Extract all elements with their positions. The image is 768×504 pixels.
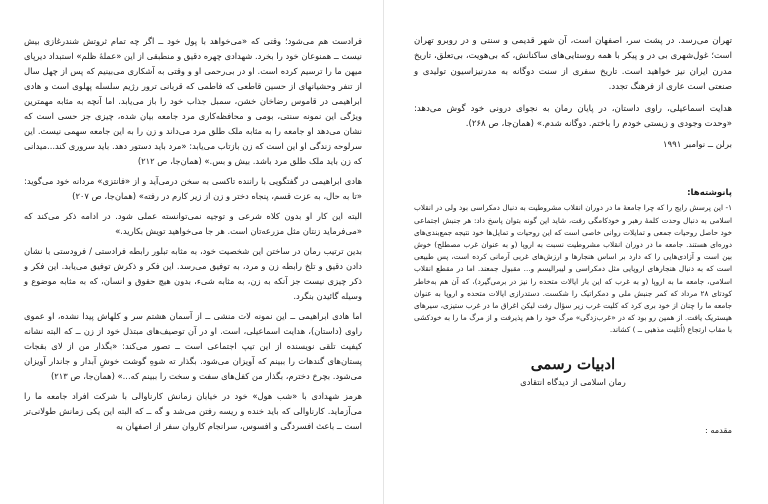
right-paragraph-1: تهران می‌رسد. در پشت سر، اصفهان است، آن شهر قدیمی و سنتی و در روبرو تهران است؛ غول‌شهری بی در و پیکر با همه روستایی‌های ساکنانش، که بی‌هویت، بی‌تعلق، تاریخ مدرن ایران نیز خواهید است. تاریخ سفری از سنت دوگانه به مدرنیزاسیون تولیدی و صنعتی است عاری از فرهنگ تجدد. [414,36,732,93]
section-subtitle: رمان اسلامی از دیدگاه انتقادی [520,376,626,387]
introduction-label: مقدمه : [705,424,732,435]
left-paragraph-6: هرمز شهدادی با «شب هول» خود در خیابان زمانش کارناوالی با شرکت افراد جامعه ما را می‌آزماید. کارناوالی که باید خنده و ریسه رفتن می‌شد و گه ــ که البته این یکی زمانش طولانی‌تر است ــ باعث افسردگی و افسوس، سرانجام کاروان سفر از اصفهان به [24,391,362,431]
left-paragraph-5: اما هادی ابراهیمی ــ این نمونه لات منشی ــ از آسمان هشتم سر و کلهاش پیدا نشده، او عموی راوی (داستان)، هدایت اسماعیلی، است. او در آن توصیف‌های مبتذل خود از زن ــ که البته نشانه کیفیت تلقی نویسنده از این تیپ اجتماعی است ــ تصور می‌کند: «بگذار من از لای بقجات پستان‌های گندهات را ببینم که آویزان می‌شود. بگذار ته شوهِ گوشت خوشِ آبدار و جاندار آویزان می‌شود. بچرخ دخترم، بگذار من کفل‌های سفت و سخت را ببینم که...» (همان‌جا، ص ۲۱۳) [24,311,362,381]
left-paragraph-1: فرادست هم می‌شود؛ وقتی که «می‌خواهد با پول خود ــ اگر چه تمام ثروتش شندرغازی بیش نیست ــ همنوعان خود را بخرد. شهدادی چهره دقیق و منطبقی از این «عملهٔ ظلم» استبداد دیرپای میهن ما را ترسیم کرده است. او در بی‌رحمی او و وقتی به آشکاری می‌بینیم که پس از چهل سال از تنفر وحشیانهای از حسین قاطعی که فاطمی که قربانی ترور رژیم سلسله پهلوی است و هادی ابراهیمی در قاموس رضاخان خشن، سمبل جذاب خود را باز می‌یابد. اما آنچه به مثابه مهمترین ویژگی این نمونه سنتی، بومی و محافظه‌کاری مرد جامعه بیان شده، چیزی جز حسی است که نشان می‌دهد او جامعه را به مثابه ملک طلق مرد می‌داند و زن را به این جامعه سهمی نیست. این سرلوحه زندگی او این است که زن بازتاب می‌یابد: «مرد باید دستور دهد. باید سروری کند...میدانی که زن باید ملک طلق مرد باشد. بیش و بس.» (همان‌جا، ص ۲۱۲) [24,36,362,166]
right-page [384,0,768,504]
place-date-signature: برلن ــ نوامبر ۱۹۹۱ [662,140,732,151]
footnote-1: ۱- این پرسش رایج را که چرا جامعهٔ ما در دوران انقلاب مشروطیت به دنبال دمکراسی بود ولی در انقلاب اسلامی به دنبال وحدت کلمهٔ رهبر و خودکامگی رفت، شاید این گونه بتوان پاسخ داد: هر جنبش اجتماعی خود حاصل روحیات جمعی و تمایلات روانی خاصی است که این روحیات و تمایل‌ها خود نتیجه جمع‌بندی‌های دوره‌ای هستند. جامعه ما در دوران انقلاب مشروطیت نسبت به اروپا (و به عنوان غرب مصطلح) خوش بین است و آزادی‌هایی را که دارد بر اساس هنجارها و ارزش‌های غربی آرمانی کرده است، پس طبیعی است که به دنبال هنجارهای اروپایی مثل دمکراسی و لیبرالیسم و... مقبول جمعند. اما در مقطع انقلاب اسلامی، جامعه ما به اروپا (و به غرب که این بار ایالات متحده را نیز در برمی‌گیرد)، که آن هم به‌خاطر کودتای ۲۸ مرداد که کمر جنبش ملی و دمکراتیک را شکست. دستدرازی ایالات متحده و اروپا به عنوان جامعه ما را چنان از خود بری کرد که کلیت غرب زیر سؤال رفت لیکن اغراق ما در غرب ستیزی، سیرهای هیستریک یافت. از همین رو بود که در «غرب‌زدگی» مرگ خود را هم پذیرفت و از مرگ ما را به خودکشی با مقاب ارتجاع (اُتلیت مذهبی ــ ) کشاند. [414,203,732,335]
left-paragraph-2: هادی ابراهیمی در گفتگویی با راننده تاکسی به سخن درمی‌آید و از «فانتزی» مردانه خود می‌گوید: «تا به حال، به عزت قسم، پنجاه دختر و زن از زیر کارم در رفته» (همان‌جا، ص ۲۰۷) [24,176,362,201]
footnotes-heading: پانوشته‌ها: [687,188,732,199]
left-paragraph-4: بدین ترتیب رمان در ساختن این شخصیت خود، به مثابه تبلور رابطه فرادستی / فرودستی با نشان دادن دقیق و تلخ رابطه زن و مرد، به توفیق می‌رسد. این فکر و ذکرش توفیق می‌یابد. این فکر و ذکر چیزی نیست جز آنکه به زن، به مثابه شیء، بدون هیچ حقوق و انسان، که به مثابه موضوع و وسیله گائیدن بنگرد. [24,246,362,301]
right-paragraph-2: هدایت اسماعیلی، راوی داستان، در پایان رمان به نجوای درونی خود گوش می‌دهد: «وحدت وجودی و زیستی خودم را باختم. دوگانه شدم.» (همان‌جا، ص ۲۶۸). [414,103,732,130]
left-paragraph-3: البته این کار او بدون کلاه شرعی و توجیه نمی‌توانسته عملی شود. در ادامه ذکر می‌کند که «می‌فرماید زنتان مثل مزرعه‌تان است. هر جا می‌خواهید تویش بکارید.» [24,211,362,236]
section-title: ادبیات رسمی [530,354,616,373]
